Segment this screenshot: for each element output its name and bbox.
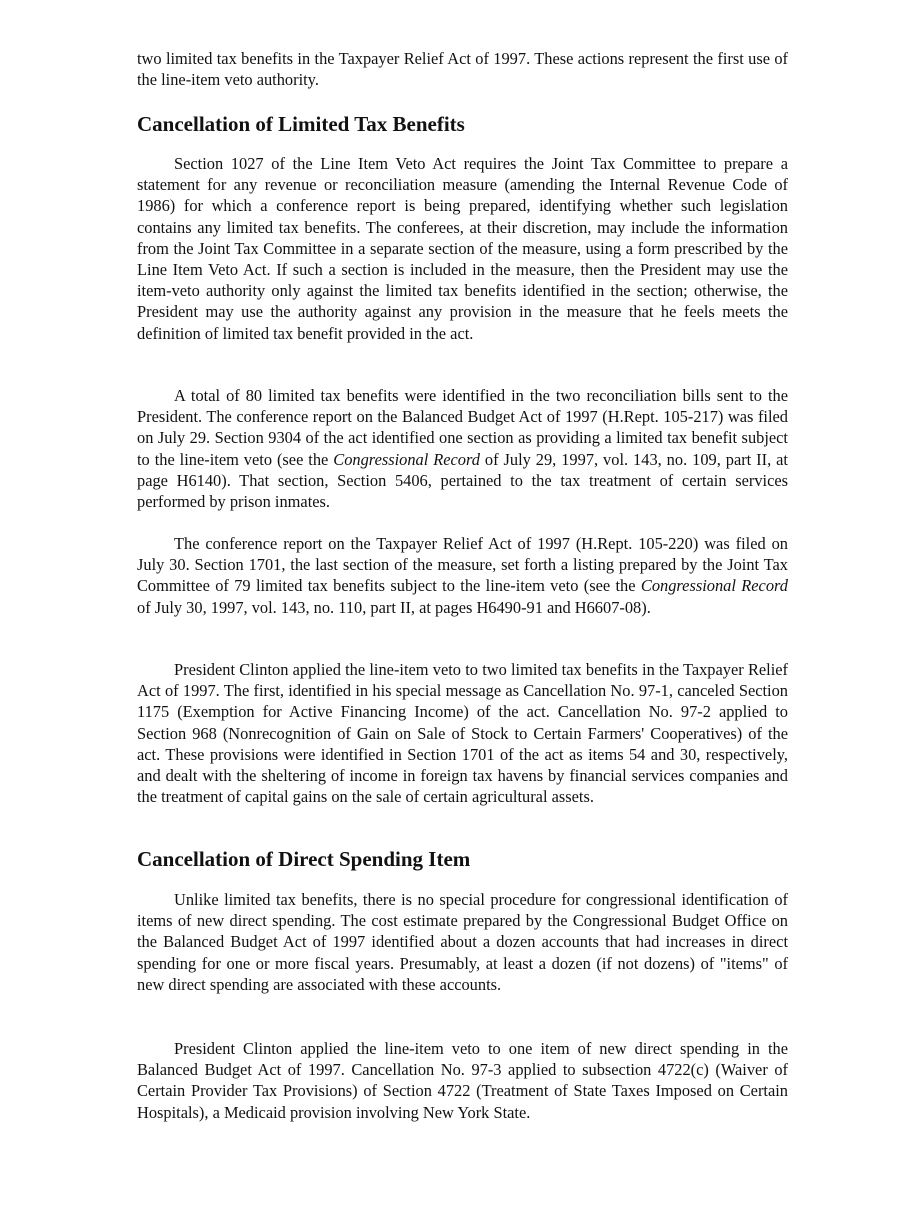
paragraph-text: The conference report on the Taxpayer Relief Act of 1997 (H.Rept. 105-220) was filed on July 30. Section 1701, the last section of the measure, set forth a listing prepared by the Joint Tax Committee of 79 limited tax benefits subject to the line-item veto (see the bbox=[137, 534, 788, 596]
section-heading-limited-tax-benefits: Cancellation of Limited Tax Benefits bbox=[137, 112, 465, 136]
paragraph-text: A total of 80 limited tax benefits were identified in the two reconciliation bills sent to the President. The conference report on the Balanced Budget Act of 1997 (H.Rept. 105-217) was filed on July 29. Section 9304 of the act identified one section as providing a limited tax benefit subject to the line-item veto (see the bbox=[137, 386, 788, 469]
paragraph-unlike-limited-tax: Unlike limited tax benefits, there is no special procedure for congressional identification of items of new direct spending. The cost estimate prepared by the Congressional Budget Office on the Balanced Budget Act of 1997 identified about a dozen accounts that had increases in direct spending for one or more fiscal years. Presumably, at least a dozen (if not dozens) of "items" of new direct spending are associated with these accounts. bbox=[137, 890, 788, 994]
paragraph-text: of July 29, 1997, vol. 143, no. 109, part II, at page H6140). That section, Section 5406, pertained to the tax treatment of certain services performed by prison inmates. bbox=[137, 449, 788, 512]
paragraph-clinton-spending-veto: President Clinton applied the line-item veto to one item of new direct spending in the Balanced Budget Act of 1997. Cancellation No. 97-3 applied to subsection 4722(c) (Waiver of Certain Provider Tax Provisions) of Section 4722 (Treatment of State Taxes Imposed on Certain Hospitals), a Medicaid provision involving New York State. bbox=[137, 1039, 788, 1122]
paragraph-text: of July 30, 1997, vol. 143, no. 110, part II, at pages H6490-91 and H6607-08). bbox=[137, 597, 651, 617]
paragraph-total-benefits bbox=[137, 385, 788, 512]
paragraph-taxpayer-relief-report bbox=[137, 533, 788, 618]
section-heading-direct-spending: Cancellation of Direct Spending Item bbox=[137, 847, 471, 871]
intro-paragraph: two limited tax benefits in the Taxpayer Relief Act of 1997. These actions represent the first use of the line-item veto authority. bbox=[137, 49, 788, 90]
paragraph-clinton-tax-veto: President Clinton applied the line-item veto to two limited tax benefits in the Taxpayer Relief Act of 1997. The first, identified in his special message as Cancellation No. 97-1, canceled Section 1175 (Exemption for Active Financing Income) of the act. Cancellation No. 97-2 applied to Section 968 (Nonrecognition of Gain on Sale of Stock to Certain Farmers' Cooperatives) of the act. These provisions were identified in Section 1701 of the act as items 54 and 30, respectively, and dealt with the sheltering of income in foreign tax havens by financial services companies and the treatment of capital gains on the sale of certain agricultural assets. bbox=[137, 660, 788, 807]
publication-title: Congressional Record bbox=[640, 576, 788, 596]
publication-title: Congressional Record bbox=[333, 449, 480, 469]
paragraph-section-1027: Section 1027 of the Line Item Veto Act requires the Joint Tax Committee to prepare a statement for any revenue or reconciliation measure (amending the Internal Revenue Code of 1986) for which a conference report is being prepared, identifying whether such legislation contains any limited tax benefits. The conferees, at their discretion, may include the information from the Joint Tax Committee in a separate section of the measure, using a form prescribed by the Line Item Veto Act. If such a section is included in the measure, then the President may use the item-veto authority only against the limited tax benefits identified in the section; otherwise, the President may use the authority against any provision in the measure that he feels meets the definition of limited tax benefit provided in the act. bbox=[137, 154, 788, 343]
